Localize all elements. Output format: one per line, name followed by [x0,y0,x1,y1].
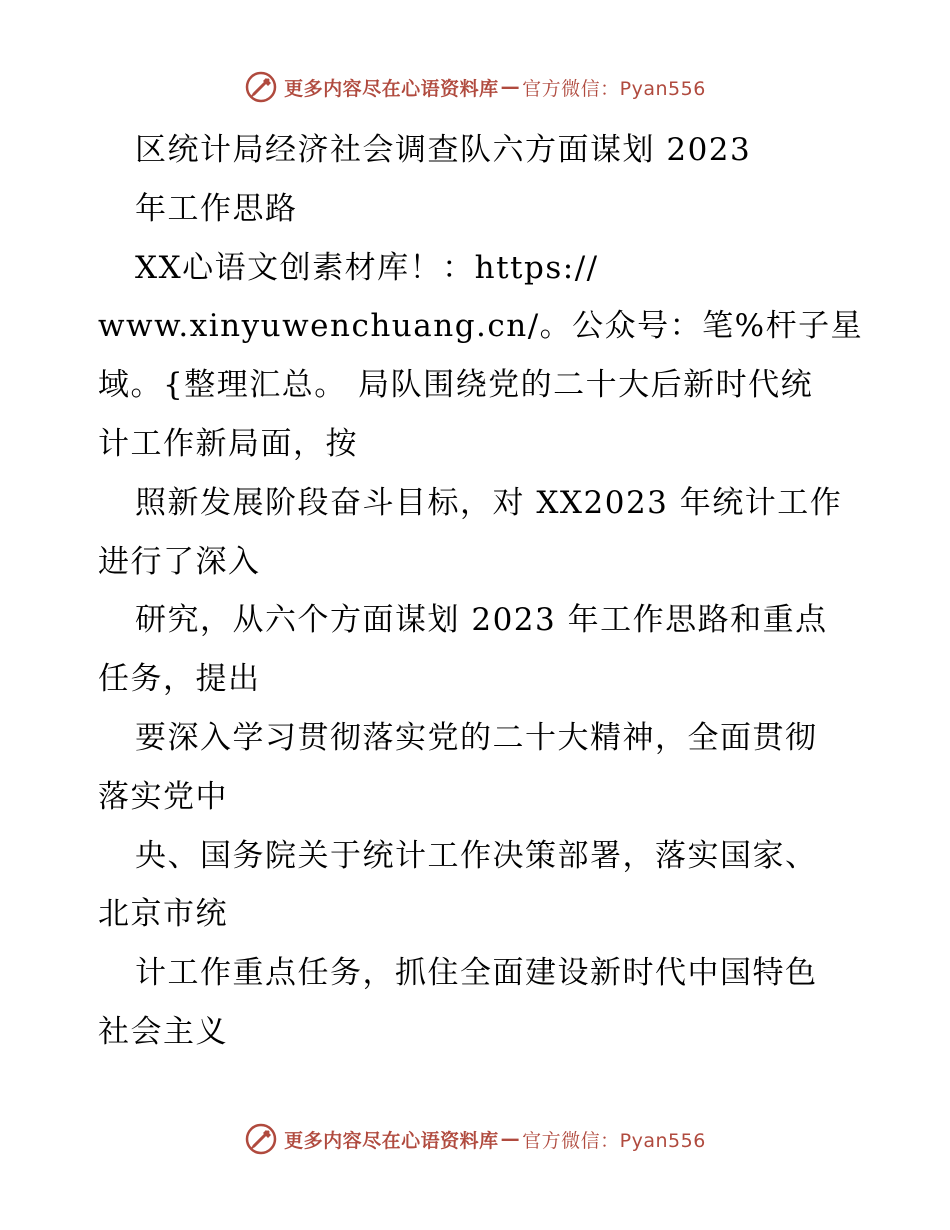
watermark-brand: 更多内容尽在心语资料库 [284,77,499,100]
text-line: 研究，从六个方面谋划 2023 年工作思路和重点 [135,602,828,639]
text-line: 计工作重点任务，抓住全面建设新时代中国特色 [135,955,818,992]
text-line: 社会主义 [98,1013,228,1050]
header-watermark [0,70,950,104]
watermark-wechat: 官方微信：Pyan556 [522,1129,706,1152]
text-line: 要深入学习贯彻落实党的二十大精神，全面贯彻 [135,719,818,756]
text-line: 任务，提出 [98,661,261,698]
brand-logo-icon [244,1122,278,1156]
brand-logo-icon [244,70,278,104]
text-line: www.xinyuwenchuang.cn/。公众号：笔%杆子星 [98,308,864,345]
footer-watermark [0,1122,950,1156]
text-line: 照新发展阶段奋斗目标，对 XX2023 年统计工作 [135,484,843,521]
watermark-separator: — [500,1128,521,1150]
text-line: 计工作新局面，按 [98,425,358,462]
watermark-separator: — [500,76,521,98]
text-line: 央、国务院关于统计工作决策部署，落实国家、 [135,837,818,874]
text-line: 年工作思路 [135,190,298,227]
text-line: 北京市统 [98,896,228,933]
text-line: 区统计局经济社会调查队六方面谋划 2023 [135,132,752,168]
text-line: 落实党中 [98,778,228,815]
text-line: 域。{整理汇总。 局队围绕党的二十大后新时代统 [98,367,814,404]
document-body [98,121,868,1062]
watermark-brand: 更多内容尽在心语资料库 [284,1129,499,1152]
text-line: XX心语文创素材库！：https:// [135,249,599,286]
watermark-wechat: 官方微信：Pyan556 [522,77,706,100]
text-line: 进行了深入 [98,543,261,580]
